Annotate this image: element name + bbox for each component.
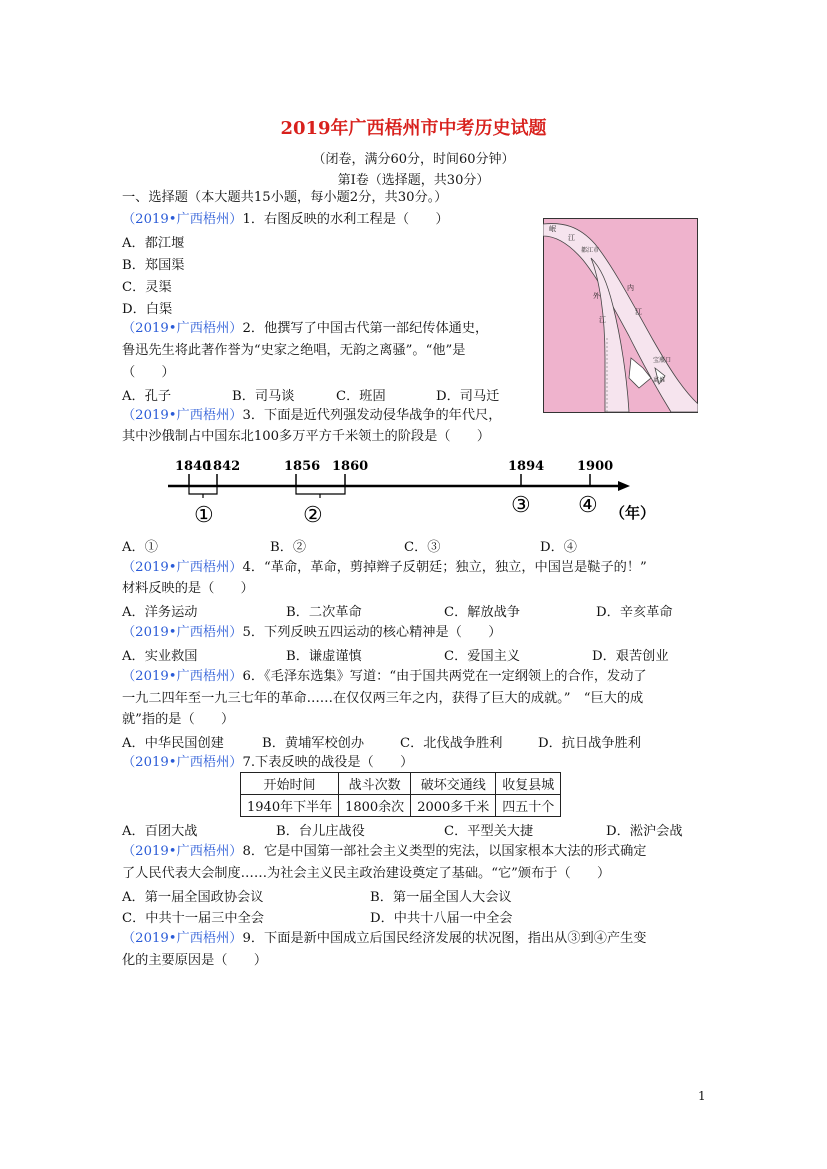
brace-1 bbox=[189, 486, 217, 498]
table-header: 收复县城 bbox=[496, 773, 561, 795]
q8-option-a[interactable]: A．第一届全国政协会议 bbox=[122, 890, 264, 905]
section-heading: 一、选择题（本大题共15小题，每小题2分，共30分。） bbox=[122, 190, 448, 205]
source-tag: （2019•广西梧州） bbox=[122, 625, 243, 640]
q7-option-a[interactable]: A．百团大战 bbox=[122, 824, 198, 839]
question-4-stem-1: 4．“革命，革命，剪掉辫子反朝廷；独立，独立，中国岂是鞑子的！” bbox=[242, 560, 647, 575]
table-cell: 四五十个 bbox=[496, 795, 561, 817]
q2-option-a[interactable]: A．孔子 bbox=[122, 389, 172, 404]
table-row bbox=[241, 795, 561, 817]
q5-option-b[interactable]: B．谦虚谨慎 bbox=[286, 649, 362, 664]
q1-option-d[interactable]: D．白渠 bbox=[122, 302, 173, 317]
exam-conditions: （闭卷，满分60分，时间60分钟） bbox=[312, 152, 515, 167]
question-3 bbox=[122, 406, 501, 426]
question-8-stem-2: 了人民代表大会制度……为社会主义民主政治建设奠定了基础。“它”颁布于（ ） bbox=[122, 866, 611, 881]
question-3-stem-1: 3．下面是近代列强发动侵华战争的年代尺， bbox=[242, 408, 502, 423]
year-1842: 1842 bbox=[204, 459, 241, 474]
map-label-nei: 内 bbox=[627, 284, 634, 292]
q2-option-b[interactable]: B．司马谈 bbox=[232, 389, 295, 404]
q7-option-b[interactable]: B．台儿庄战役 bbox=[276, 824, 365, 839]
marker-2: ② bbox=[303, 503, 323, 528]
table-cell: 2000多千米 bbox=[411, 795, 496, 817]
question-9-stem-2: 化的主要原因是（ ） bbox=[122, 953, 268, 968]
question-7 bbox=[122, 753, 413, 773]
table-cell: 1800余次 bbox=[339, 795, 411, 817]
table-header: 战斗次数 bbox=[339, 773, 411, 795]
table-header: 开始时间 bbox=[241, 773, 339, 795]
question-2 bbox=[122, 319, 488, 339]
marker-4: ④ bbox=[578, 493, 598, 518]
marker-1: ① bbox=[194, 503, 214, 528]
question-2-stem-3: （ ） bbox=[122, 365, 175, 380]
question-2-stem-2: 鲁迅先生将此著作誉为“史家之绝唱，无韵之离骚”。“他”是 bbox=[122, 343, 466, 358]
q3-option-d[interactable]: D．④ bbox=[540, 540, 577, 555]
page-title: 2019年广西梧州市中考历史试题 bbox=[280, 118, 547, 139]
q6-option-a[interactable]: A．中华民国创建 bbox=[122, 736, 224, 751]
question-8-stem-1: 8．它是中国第一部社会主义类型的宪法，以国家根本大法的形式确定 bbox=[242, 844, 647, 859]
volume-heading: 第Ⅰ卷（选择题，共30分） bbox=[337, 173, 490, 188]
map-label-lidui: 离堆 bbox=[653, 377, 666, 384]
q5-option-c[interactable]: C．爱国主义 bbox=[444, 649, 521, 664]
map-label-baopingkou: 宝瓶口 bbox=[653, 357, 672, 364]
q6-option-b[interactable]: B．黄埔军校创办 bbox=[262, 736, 365, 751]
q6-option-c[interactable]: C．北伐战争胜利 bbox=[400, 736, 503, 751]
q2-option-c[interactable]: C．班固 bbox=[336, 389, 386, 404]
q5-option-a[interactable]: A．实业救国 bbox=[122, 649, 198, 664]
question-3-stem-2: 其中沙俄制占中国东北100多万平方千米领土的阶段是（ ） bbox=[122, 429, 491, 444]
question-6-stem-2: 一九二四年至一九三七年的革命……在仅仅两三年之内，获得了巨大的成就。” “巨大的成 bbox=[122, 691, 644, 706]
source-tag: （2019•广西梧州） bbox=[122, 931, 243, 946]
q3-option-c[interactable]: C．③ bbox=[404, 540, 441, 555]
question-1-stem: 1．右图反映的水利工程是（ ） bbox=[242, 212, 449, 227]
q1-option-c[interactable]: C．灵渠 bbox=[122, 280, 172, 295]
source-tag: （2019•广西梧州） bbox=[122, 212, 243, 227]
source-tag: （2019•广西梧州） bbox=[122, 755, 243, 770]
page-number: 1 bbox=[698, 1089, 706, 1103]
brace-2 bbox=[296, 486, 345, 498]
battle-data-table bbox=[240, 772, 561, 817]
year-1856: 1856 bbox=[284, 459, 321, 474]
table-header-row bbox=[241, 773, 561, 795]
question-1 bbox=[122, 210, 449, 230]
q4-option-c[interactable]: C．解放战争 bbox=[444, 605, 521, 620]
year-1840: 1840 bbox=[175, 459, 212, 474]
q3-option-a[interactable]: A．① bbox=[122, 540, 158, 555]
timeline-arrow bbox=[618, 481, 630, 491]
q8-option-d[interactable]: D．中共十八届一中全会 bbox=[370, 911, 513, 926]
q7-option-d[interactable]: D．淞沪会战 bbox=[606, 824, 683, 839]
map-label-wai: 外 bbox=[593, 292, 600, 300]
question-6 bbox=[122, 667, 647, 687]
timeline-unit: （年） bbox=[610, 504, 656, 522]
map-label-nei-jiang: 江 bbox=[635, 308, 642, 316]
timeline-figure bbox=[160, 452, 670, 532]
map-label-dujiangshi: 都江市 bbox=[581, 247, 600, 254]
source-tag: （2019•广西梧州） bbox=[122, 321, 243, 336]
question-4-stem-2: 材料反映的是（ ） bbox=[122, 581, 254, 596]
source-tag: （2019•广西梧州） bbox=[122, 669, 243, 684]
question-6-stem-1: 6．《毛泽东选集》写道：“由于国共两党在一定纲领上的合作，发动了 bbox=[242, 669, 647, 684]
source-tag: （2019•广西梧州） bbox=[122, 844, 243, 859]
q1-option-a[interactable]: A．都江堰 bbox=[122, 236, 185, 251]
year-1900: 1900 bbox=[577, 459, 614, 474]
source-tag: （2019•广西梧州） bbox=[122, 408, 243, 423]
q5-option-d[interactable]: D．艰苦创业 bbox=[592, 649, 669, 664]
question-6-stem-3: 就”指的是（ ） bbox=[122, 712, 235, 727]
q4-option-b[interactable]: B．二次革命 bbox=[286, 605, 362, 620]
q4-option-d[interactable]: D．辛亥革命 bbox=[596, 605, 673, 620]
marker-3: ③ bbox=[511, 493, 531, 518]
table-header: 破坏交通线 bbox=[411, 773, 496, 795]
question-5-stem: 5．下列反映五四运动的核心精神是（ ） bbox=[242, 625, 502, 640]
question-9 bbox=[122, 929, 646, 949]
table-cell: 1940年下半年 bbox=[241, 795, 339, 817]
q4-option-a[interactable]: A．洋务运动 bbox=[122, 605, 198, 620]
question-8 bbox=[122, 842, 646, 862]
question-7-stem: 7.下表反映的战役是（ ） bbox=[242, 755, 414, 770]
q3-option-b[interactable]: B．② bbox=[270, 540, 307, 555]
question-5 bbox=[122, 623, 501, 643]
q2-option-d[interactable]: D．司马迁 bbox=[436, 389, 500, 404]
dujiangyan-map-figure bbox=[543, 218, 698, 413]
q8-option-c[interactable]: C．中共十一届三中全会 bbox=[122, 911, 264, 926]
question-2-stem-1: 2．他撰写了中国古代第一部纪传体通史， bbox=[242, 321, 489, 336]
map-label-min: 岷 bbox=[549, 225, 556, 233]
question-9-stem-1: 9．下面是新中国成立后国民经济发展的状况图，指出从③到④产生变 bbox=[242, 931, 647, 946]
q8-option-b[interactable]: B．第一届全国人大会议 bbox=[370, 890, 512, 905]
q7-option-c[interactable]: C．平型关大捷 bbox=[444, 824, 534, 839]
map-label-wai-jiang: 江 bbox=[599, 316, 606, 324]
q6-option-d[interactable]: D．抗日战争胜利 bbox=[538, 736, 641, 751]
source-tag: （2019•广西梧州） bbox=[122, 560, 243, 575]
map-label-jiang: 江 bbox=[568, 234, 575, 242]
q1-option-b[interactable]: B．郑国渠 bbox=[122, 258, 185, 273]
year-1860: 1860 bbox=[332, 459, 369, 474]
year-1894: 1894 bbox=[508, 459, 545, 474]
question-4 bbox=[122, 558, 647, 578]
